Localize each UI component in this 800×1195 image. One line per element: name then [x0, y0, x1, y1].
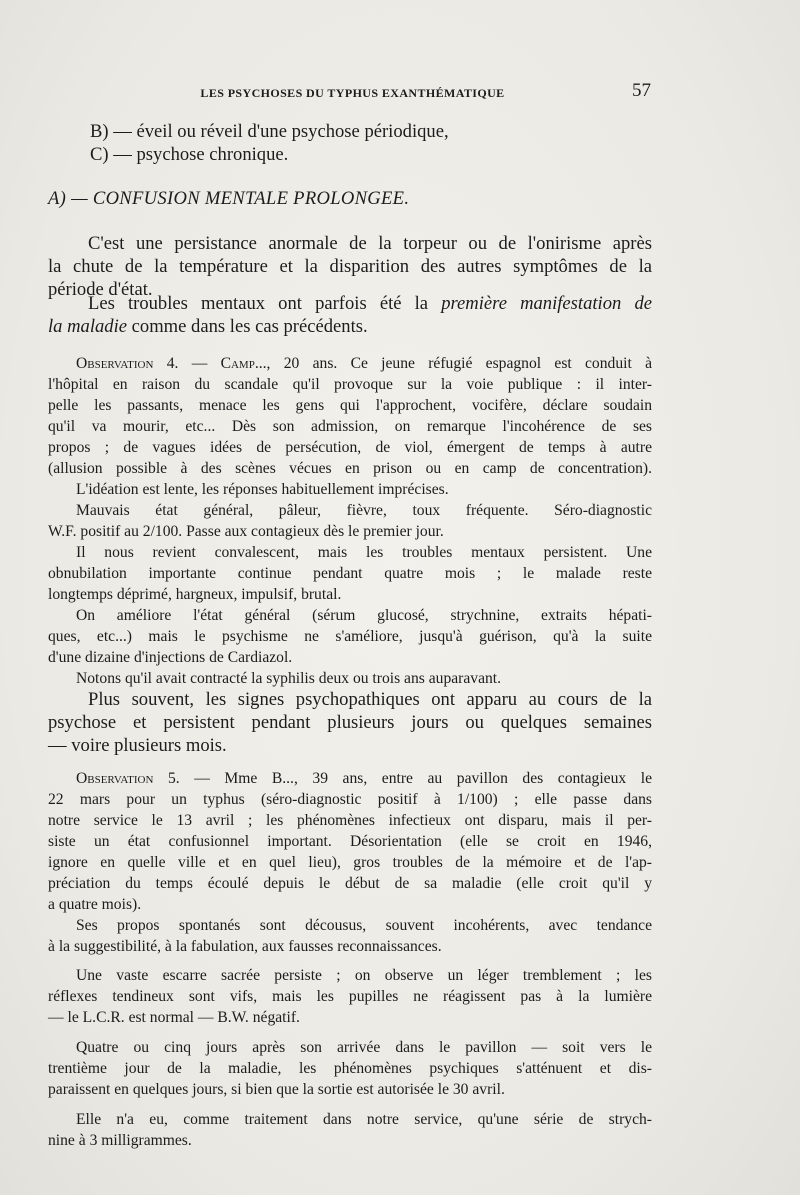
text-line: Quatre ou cinq jours après son arrivée dans le pavillon — soit vers le — [76, 1039, 652, 1056]
text-line: Une vaste escarre sacrée persiste ; on observe un léger tremblement ; les — [76, 967, 652, 984]
text-span: , 20 ans. Ce jeune réfugié espagnol est conduit à — [266, 355, 652, 372]
observation-5 — [48, 768, 652, 1151]
text-span: — Mme B..., 39 ans, entre au pavillon des contagieux le — [179, 770, 652, 787]
text-line: L'idéation est lente, les réponses habituellement imprécises. — [76, 481, 449, 498]
text-line: On améliore l'état général (sérum glucosé, strychnine, extraits hépati- — [76, 607, 652, 624]
observation-4 — [48, 353, 652, 689]
text-line: longtemps déprimé, hargneux, impulsif, brutal. — [48, 586, 342, 603]
text-line: ignore en quelle ville et en quel lieu), gros troubles de la mémoire et de l'ap- — [48, 854, 652, 871]
text-line: C'est une persistance anormale de la torpeur ou de l'onirisme après — [88, 233, 652, 254]
text-line: propos ; de vagues idées de persécution, de viol, émergent de temps à autre — [48, 439, 652, 456]
text-line: paraissent en quelques jours, si bien que la sortie est autorisée le 30 avril. — [48, 1081, 505, 1098]
list-item-c: C) — psychose chronique. — [90, 144, 289, 165]
text-line: préciation du temps écoulé depuis le début de sa maladie (elle croit qu'il y — [48, 875, 652, 892]
text-line: ques, etc...) mais le psychisme ne s'améliore, jusqu'à guérison, qu'à la suite — [48, 628, 652, 645]
list-block — [48, 120, 652, 166]
middle-paragraph — [48, 688, 652, 757]
text-line: Notons qu'il avait contracté la syphilis deux ou trois ans auparavant. — [76, 670, 502, 687]
text-line: a quatre mois). — [48, 896, 142, 913]
running-header: LES PSYCHOSES DU TYPHUS EXANTHÉMATIQUE — [200, 86, 505, 100]
paragraph-gap — [48, 1028, 652, 1037]
text-line: Ses propos spontanés sont décousus, souvent incohérents, avec tendance — [76, 917, 652, 934]
list-item-b: B) — éveil ou réveil d'une psychose périodique, — [90, 121, 449, 142]
text-line: Mauvais état général, pâleur, fièvre, toux fréquente. Séro-diagnostic — [76, 502, 652, 519]
text-line: siste un état confusionnel important. Désorientation (elle se croit en 1946, — [48, 833, 652, 850]
text-line: psychose et persistent pendant plusieurs jours ou quelques semaines — [48, 712, 652, 733]
text-line — [48, 292, 652, 315]
text-line: Observation 4. — Camp..., 20 ans. Ce jeune réfugié espagnol est conduit à — [76, 355, 652, 372]
text-line: Elle n'a eu, comme traitement dans notre service, qu'une série de strych- — [76, 1111, 652, 1128]
text-line: d'une dizaine d'injections de Cardiazol. — [48, 649, 293, 666]
text-span: comme dans les cas précédents. — [131, 316, 368, 337]
text-span: Les troubles mentaux ont parfois été la — [88, 293, 429, 314]
emphasis: la maladie — [48, 316, 128, 337]
text-line: réflexes tendineux sont vifs, mais les pupilles ne réagissent pas à la lumière — [48, 988, 652, 1005]
text-line: la chute de la température et la disparition des autres symptômes de la — [48, 256, 652, 277]
text-line: à la suggestibilité, à la fabulation, aux fausses reconnaissances. — [48, 938, 442, 955]
text-line: — le L.C.R. est normal — B.W. négatif. — [48, 1009, 300, 1026]
page-number: 57 — [632, 80, 651, 101]
text-line: période d'état. — [48, 279, 153, 300]
patient-name: Camp... — [220, 355, 267, 372]
text-line — [48, 768, 652, 789]
text-line: W.F. positif au 2/100. Passe aux contagieux dès le premier jour. — [48, 523, 444, 540]
text-line: qu'il va mourir, etc... Dès son admission, on remarque l'incohérence de ses — [48, 418, 652, 435]
text-line: (allusion possible à des scènes vécues en prison ou en camp de concentration). — [48, 460, 652, 477]
observation-label: Observation 5. — [76, 770, 180, 787]
text-line: obnubilation importante continue pendant quatre mois ; le malade reste — [48, 565, 652, 582]
text-line: l'hôpital en raison du scandale qu'il provoque sur la voie publique : il inter- — [48, 376, 652, 393]
text-line: notre service le 13 avril ; les phénomènes infectieux ont disparu, mais il per- — [48, 812, 652, 829]
emphasis: première manifestation de — [441, 293, 652, 314]
text-line: — voire plusieurs mois. — [48, 735, 227, 756]
observation-label: Observation 4. — [76, 355, 179, 372]
text-line — [48, 315, 652, 338]
text-line: nine à 3 milligrammes. — [48, 1132, 192, 1149]
intro-paragraph-1 — [48, 232, 652, 301]
text-line: Plus souvent, les signes psychopathiques ont apparu au cours de la — [88, 689, 652, 710]
intro-paragraph-2 — [48, 292, 652, 338]
text-line: trentième jour de la maladie, les phénomènes psychiques s'atténuent et dis- — [48, 1060, 652, 1077]
text-line: 22 mars pour un typhus (séro-diagnostic positif à 1/100) ; elle passe dans — [48, 791, 652, 808]
text-line: Il nous revient convalescent, mais les troubles mentaux persistent. Une — [76, 544, 652, 561]
section-title: A) — CONFUSION MENTALE PROLONGEE. — [48, 188, 410, 209]
paragraph-gap — [48, 1100, 652, 1109]
text-line: pelle les passants, menace les gens qui l'approchent, vocifère, déclare soudain — [48, 397, 652, 414]
paragraph-gap — [48, 957, 652, 965]
